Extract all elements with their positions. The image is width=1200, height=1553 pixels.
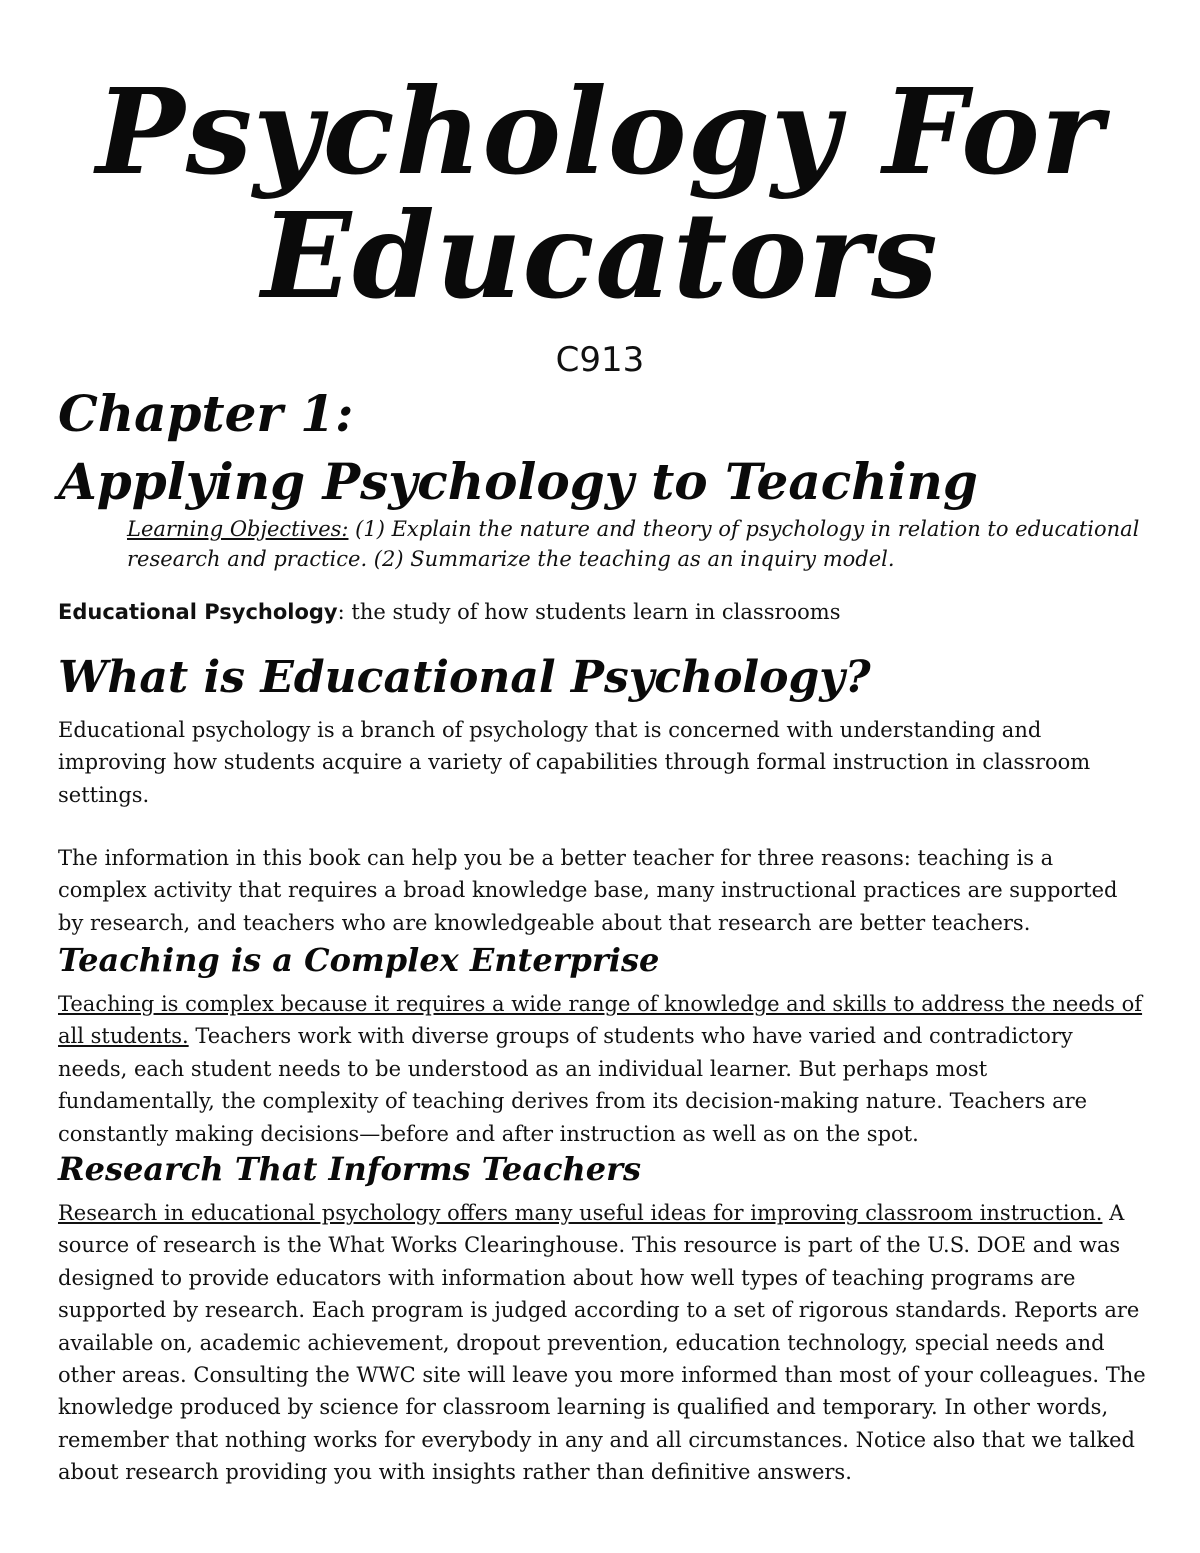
document-title-line-2: Educators — [261, 186, 939, 325]
paragraph-complex — [58, 988, 1148, 1150]
definition-text: : the study of how students learn in classrooms — [337, 600, 841, 624]
learning-objectives-text: (1) Explain the nature and theory of psychology in relation to educational research and practice. (2) Summarize the teaching as an inquiry model. — [127, 517, 1140, 571]
paragraph-complex-text: Teachers work with diverse groups of students who have varied and contradictory needs, each student needs to be understood as an individual learner. But perhaps most fundamentally, the complexity of teaching derives from its decision-making nature. Teachers are constantly making decisions—before and after instruction as well as on the spot. — [58, 1024, 1088, 1146]
paragraph-what: Educational psychology is a branch of psychology that is concerned with understanding and improving how students acquire a variety of capabilities through formal instruction in classroom settings. — [58, 718, 1091, 807]
key-sentence-complex: Teaching is complex because it requires a wide range of knowledge and skills to address the needs of all students. — [58, 992, 1143, 1049]
section-heading-research: Research That Informs Teachers — [58, 1150, 641, 1188]
definition — [58, 596, 1148, 628]
section-heading-complex: Teaching is a Complex Enterprise — [58, 941, 660, 979]
paragraph-research — [58, 1197, 1148, 1489]
section-heading-what: What is Educational Psychology? — [58, 652, 871, 703]
learning-objectives-label: Learning Objectives: — [127, 517, 349, 541]
key-sentence-research: Research in educational psychology offers many useful ideas for improving classroom instruction. — [58, 1201, 1103, 1225]
chapter-subheading: Applying Psychology to Teaching — [58, 452, 978, 511]
paragraph-reasons: The information in this book can help you be a better teacher for three reasons: teaching is a complex activity that requires a broad knowledge base, many instructional practices are supported by research, and teachers who are knowledgeable about that research are better teachers. — [58, 846, 1118, 935]
learning-objectives — [127, 514, 1147, 574]
paragraph-research-text: A source of research is the What Works Clearinghouse. This resource is part of the U.S. DOE and was designed to provide educators with information about how well types of teaching programs are supported by research. Each program is judged according to a set of rigorous standards. Reports are available on, academic achievement, dropout prevention, education technology, special needs and other areas. Consulting the WWC site will leave you more informed than most of your colleagues. The knowledge produced by science for classroom learning is qualified and temporary. In other words, remember that nothing works for everybody in any and all circumstances. Notice also that we talked about research providing you with insights rather than definitive answers. — [58, 1201, 1146, 1485]
definition-term: Educational Psychology — [58, 600, 338, 624]
course-code: C913 — [555, 340, 645, 380]
document-title-line-1: Psychology For — [96, 62, 1104, 201]
chapter-heading: Chapter 1: — [58, 384, 354, 443]
